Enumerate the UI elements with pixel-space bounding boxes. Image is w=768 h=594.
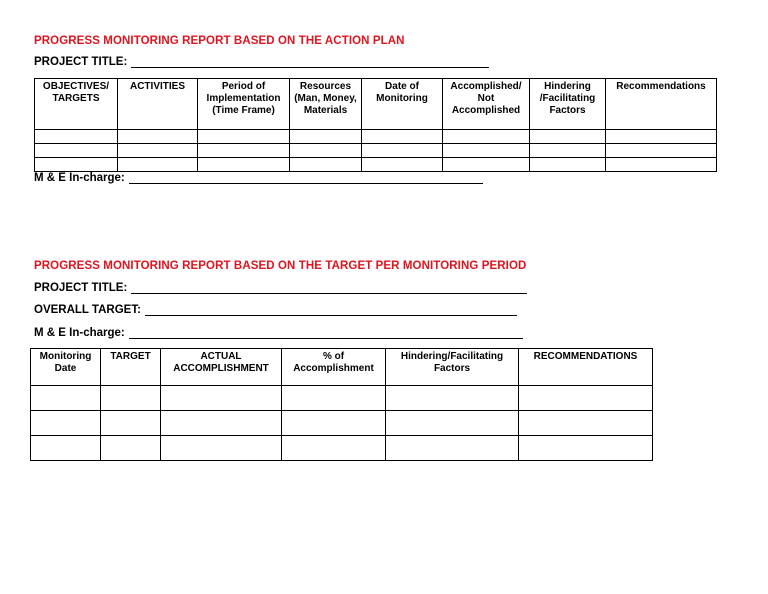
table-cell[interactable] [443, 144, 530, 158]
project-title-blank[interactable] [131, 282, 527, 294]
table-cell[interactable] [101, 436, 161, 461]
col-monitoring-date: Monitoring Date [31, 349, 101, 386]
table-cell[interactable] [530, 144, 606, 158]
table-cell[interactable] [31, 411, 101, 436]
table-cell[interactable] [290, 158, 362, 172]
table-cell[interactable] [118, 144, 198, 158]
target-monitoring-table [30, 348, 653, 461]
table-cell[interactable] [101, 411, 161, 436]
table-row [31, 436, 653, 461]
table-cell[interactable] [606, 130, 717, 144]
table-cell[interactable] [443, 158, 530, 172]
col-objectives-targets: OBJECTIVES/ TARGETS [35, 79, 118, 130]
table-cell[interactable] [519, 386, 653, 411]
col-hindering-facilitating: Hindering /Facilitating Factors [530, 79, 606, 130]
col-hindering-facilitating: Hindering/Facilitating Factors [386, 349, 519, 386]
table-cell[interactable] [35, 158, 118, 172]
col-date-of-monitoring: Date of Monitoring [362, 79, 443, 130]
overall-target-label: OVERALL TARGET: [34, 304, 141, 316]
table-cell[interactable] [31, 386, 101, 411]
table-cell[interactable] [161, 411, 282, 436]
me-incharge-blank[interactable] [129, 172, 483, 184]
table-cell[interactable] [362, 144, 443, 158]
table-header-row [35, 79, 717, 130]
section2-project-title-field [34, 282, 527, 294]
section2-overall-target-field [34, 304, 517, 316]
table-cell[interactable] [386, 436, 519, 461]
table-cell[interactable] [282, 436, 386, 461]
col-percent-accomplishment: % of Accomplishment [282, 349, 386, 386]
table-cell[interactable] [386, 386, 519, 411]
section1-me-incharge-field [34, 172, 483, 184]
table-cell[interactable] [118, 158, 198, 172]
table-cell[interactable] [161, 386, 282, 411]
table-cell[interactable] [290, 130, 362, 144]
col-actual-accomplishment: ACTUAL ACCOMPLISHMENT [161, 349, 282, 386]
table-row [35, 158, 717, 172]
project-title-label: PROJECT TITLE: [34, 282, 128, 294]
table-cell[interactable] [35, 130, 118, 144]
table-cell[interactable] [198, 130, 290, 144]
overall-target-blank[interactable] [145, 304, 517, 316]
section1-project-title-field [34, 56, 489, 68]
table-cell[interactable] [31, 436, 101, 461]
section2-title: PROGRESS MONITORING REPORT BASED ON THE TARGET PER MONITORING PERIOD [34, 260, 527, 272]
col-period-of-implementation: Period of Implementation (Time Frame) [198, 79, 290, 130]
project-title-label: PROJECT TITLE: [34, 56, 128, 68]
col-target: TARGET [101, 349, 161, 386]
table-cell[interactable] [519, 436, 653, 461]
table-cell[interactable] [530, 130, 606, 144]
col-accomplished: Accomplished/ Not Accomplished [443, 79, 530, 130]
table-header-row [31, 349, 653, 386]
table-cell[interactable] [362, 130, 443, 144]
table-row [31, 411, 653, 436]
table-cell[interactable] [282, 411, 386, 436]
table-cell[interactable] [282, 386, 386, 411]
table-row [35, 144, 717, 158]
table-cell[interactable] [101, 386, 161, 411]
table-cell[interactable] [198, 158, 290, 172]
table-cell[interactable] [198, 144, 290, 158]
me-incharge-label: M & E In-charge: [34, 327, 125, 339]
project-title-blank[interactable] [131, 56, 489, 68]
section1-title: PROGRESS MONITORING REPORT BASED ON THE ACTION PLAN [34, 35, 405, 47]
table-cell[interactable] [35, 144, 118, 158]
table-cell[interactable] [606, 144, 717, 158]
action-plan-table [34, 78, 717, 172]
table-cell[interactable] [362, 158, 443, 172]
me-incharge-blank[interactable] [129, 327, 523, 339]
table-cell[interactable] [161, 436, 282, 461]
table-cell[interactable] [519, 411, 653, 436]
section2-me-incharge-field [34, 327, 523, 339]
table-cell[interactable] [443, 130, 530, 144]
col-recommendations: RECOMMENDATIONS [519, 349, 653, 386]
me-incharge-label: M & E In-charge: [34, 172, 125, 184]
col-activities: ACTIVITIES [118, 79, 198, 130]
table-cell[interactable] [118, 130, 198, 144]
table-cell[interactable] [386, 411, 519, 436]
table-row [31, 386, 653, 411]
table-row [35, 130, 717, 144]
table-cell[interactable] [530, 158, 606, 172]
table-cell[interactable] [606, 158, 717, 172]
col-recommendations: Recommendations [606, 79, 717, 130]
table-cell[interactable] [290, 144, 362, 158]
col-resources: Resources (Man, Money, Materials [290, 79, 362, 130]
